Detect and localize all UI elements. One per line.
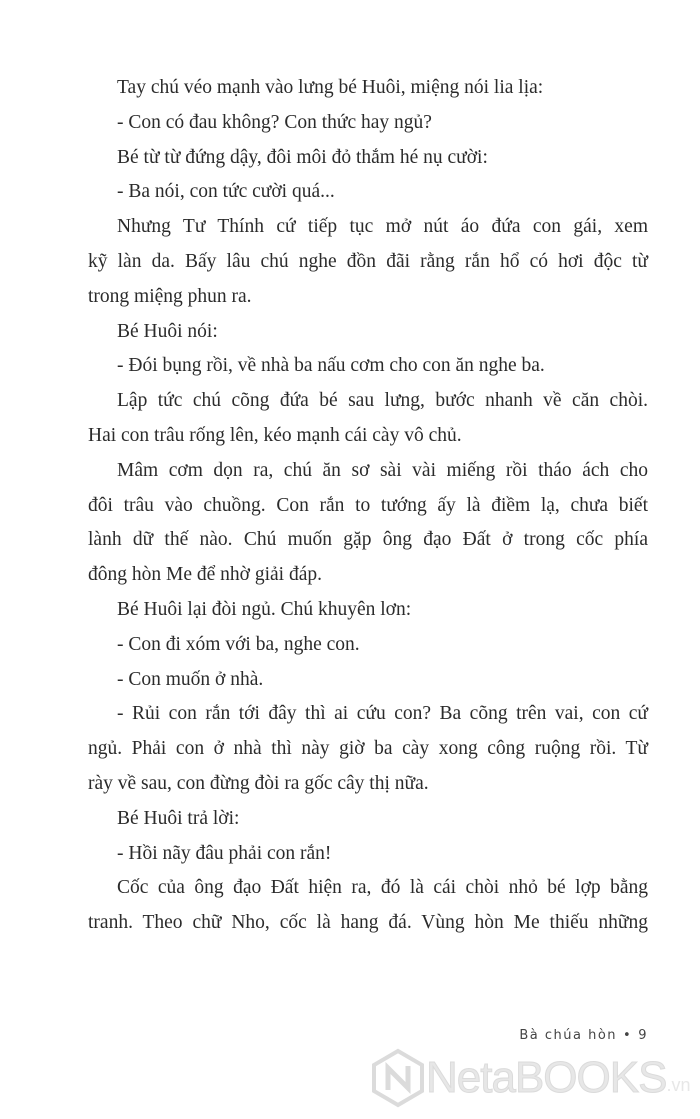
paragraph <box>88 106 648 141</box>
paragraph <box>88 175 648 210</box>
text-line: Hai con trâu rống lên, kéo mạnh cái cày vô chủ. <box>88 424 462 446</box>
paragraph <box>88 141 648 176</box>
page-number: 9 <box>638 1028 648 1043</box>
text-line: Nhưng Tư Thính cứ tiếp tục mở nút áo đứa con gái, xem <box>117 216 648 238</box>
text-line: Bé Huôi trả lời: <box>117 807 240 829</box>
text-line: lành dữ thế nào. Chú muốn gặp ông đạo Đất ở trong cốc phía <box>88 529 648 551</box>
text-line: Bé từ từ đứng dậy, đôi môi đỏ thắm hé nụ cười: <box>117 146 488 168</box>
watermark-brand: NetaBOOKS <box>426 1053 667 1102</box>
paragraph <box>88 384 648 454</box>
text-line: - Con có đau không? Con thức hay ngủ? <box>117 111 432 133</box>
netabooks-logo-icon <box>370 1048 426 1108</box>
text-line: - Rủi con rắn tới đây thì ai cứu con? Ba cõng trên vai, con cứ <box>117 703 648 725</box>
paragraph <box>88 628 648 663</box>
text-line: Tay chú véo mạnh vào lưng bé Huôi, miệng nói lia lịa: <box>117 77 544 98</box>
text-line: rày về sau, con đừng đòi ra gốc cây thị nữa. <box>88 772 429 794</box>
text-line: - Hồi nãy đâu phải con rắn! <box>117 842 332 864</box>
text-line: Bé Huôi lại đòi ngủ. Chú khuyên lơn: <box>117 598 412 620</box>
text-line: Mâm cơm dọn ra, chú ăn sơ sài vài miếng rồi tháo ách cho <box>117 459 648 481</box>
paragraph <box>88 663 648 698</box>
text-line: trong miệng phun ra. <box>88 285 252 307</box>
footer-separator: • <box>623 1028 633 1043</box>
text-line: ngủ. Phải con ở nhà thì này giờ ba cày xong công ruộng rồi. Từ <box>88 738 648 760</box>
paragraph <box>88 315 648 350</box>
paragraph <box>88 593 648 628</box>
text-line: - Ba nói, con tức cười quá... <box>117 181 335 203</box>
paragraph <box>88 871 648 941</box>
text-line: - Đói bụng rồi, về nhà ba nấu cơm cho con ăn nghe ba. <box>117 355 545 377</box>
text-line: - Con đi xóm với ba, nghe con. <box>117 633 360 655</box>
paragraph <box>88 454 648 593</box>
paragraph <box>88 210 648 314</box>
paragraph <box>88 71 648 106</box>
paragraph <box>88 697 648 801</box>
watermark <box>370 1048 690 1108</box>
paragraph <box>88 349 648 384</box>
running-footer <box>519 1028 648 1043</box>
book-page-text <box>88 71 648 941</box>
text-line: Bé Huôi nói: <box>117 320 218 342</box>
text-line: - Con muốn ở nhà. <box>117 668 264 690</box>
paragraph <box>88 837 648 872</box>
text-line: Cốc của ông đạo Đất hiện ra, đó là cái chòi nhỏ bé lợp bằng <box>117 877 648 899</box>
text-line: đông hòn Me để nhờ giải đáp. <box>88 564 322 586</box>
watermark-suffix: .vn <box>666 1074 691 1095</box>
text-line: kỹ làn da. Bấy lâu chú nghe đồn đãi rằng rắn hổ có hơi độc từ <box>88 250 648 272</box>
text-line: Lập tức chú cõng đứa bé sau lưng, bước nhanh về căn chòi. <box>117 390 648 412</box>
paragraph <box>88 802 648 837</box>
text-line: đôi trâu vào chuồng. Con rắn to tướng ấy là điềm lạ, chưa biết <box>88 494 648 516</box>
footer-book-title: Bà chúa hòn <box>519 1028 618 1043</box>
text-line: tranh. Theo chữ Nho, cốc là hang đá. Vùng hòn Me thiếu những <box>88 912 648 934</box>
